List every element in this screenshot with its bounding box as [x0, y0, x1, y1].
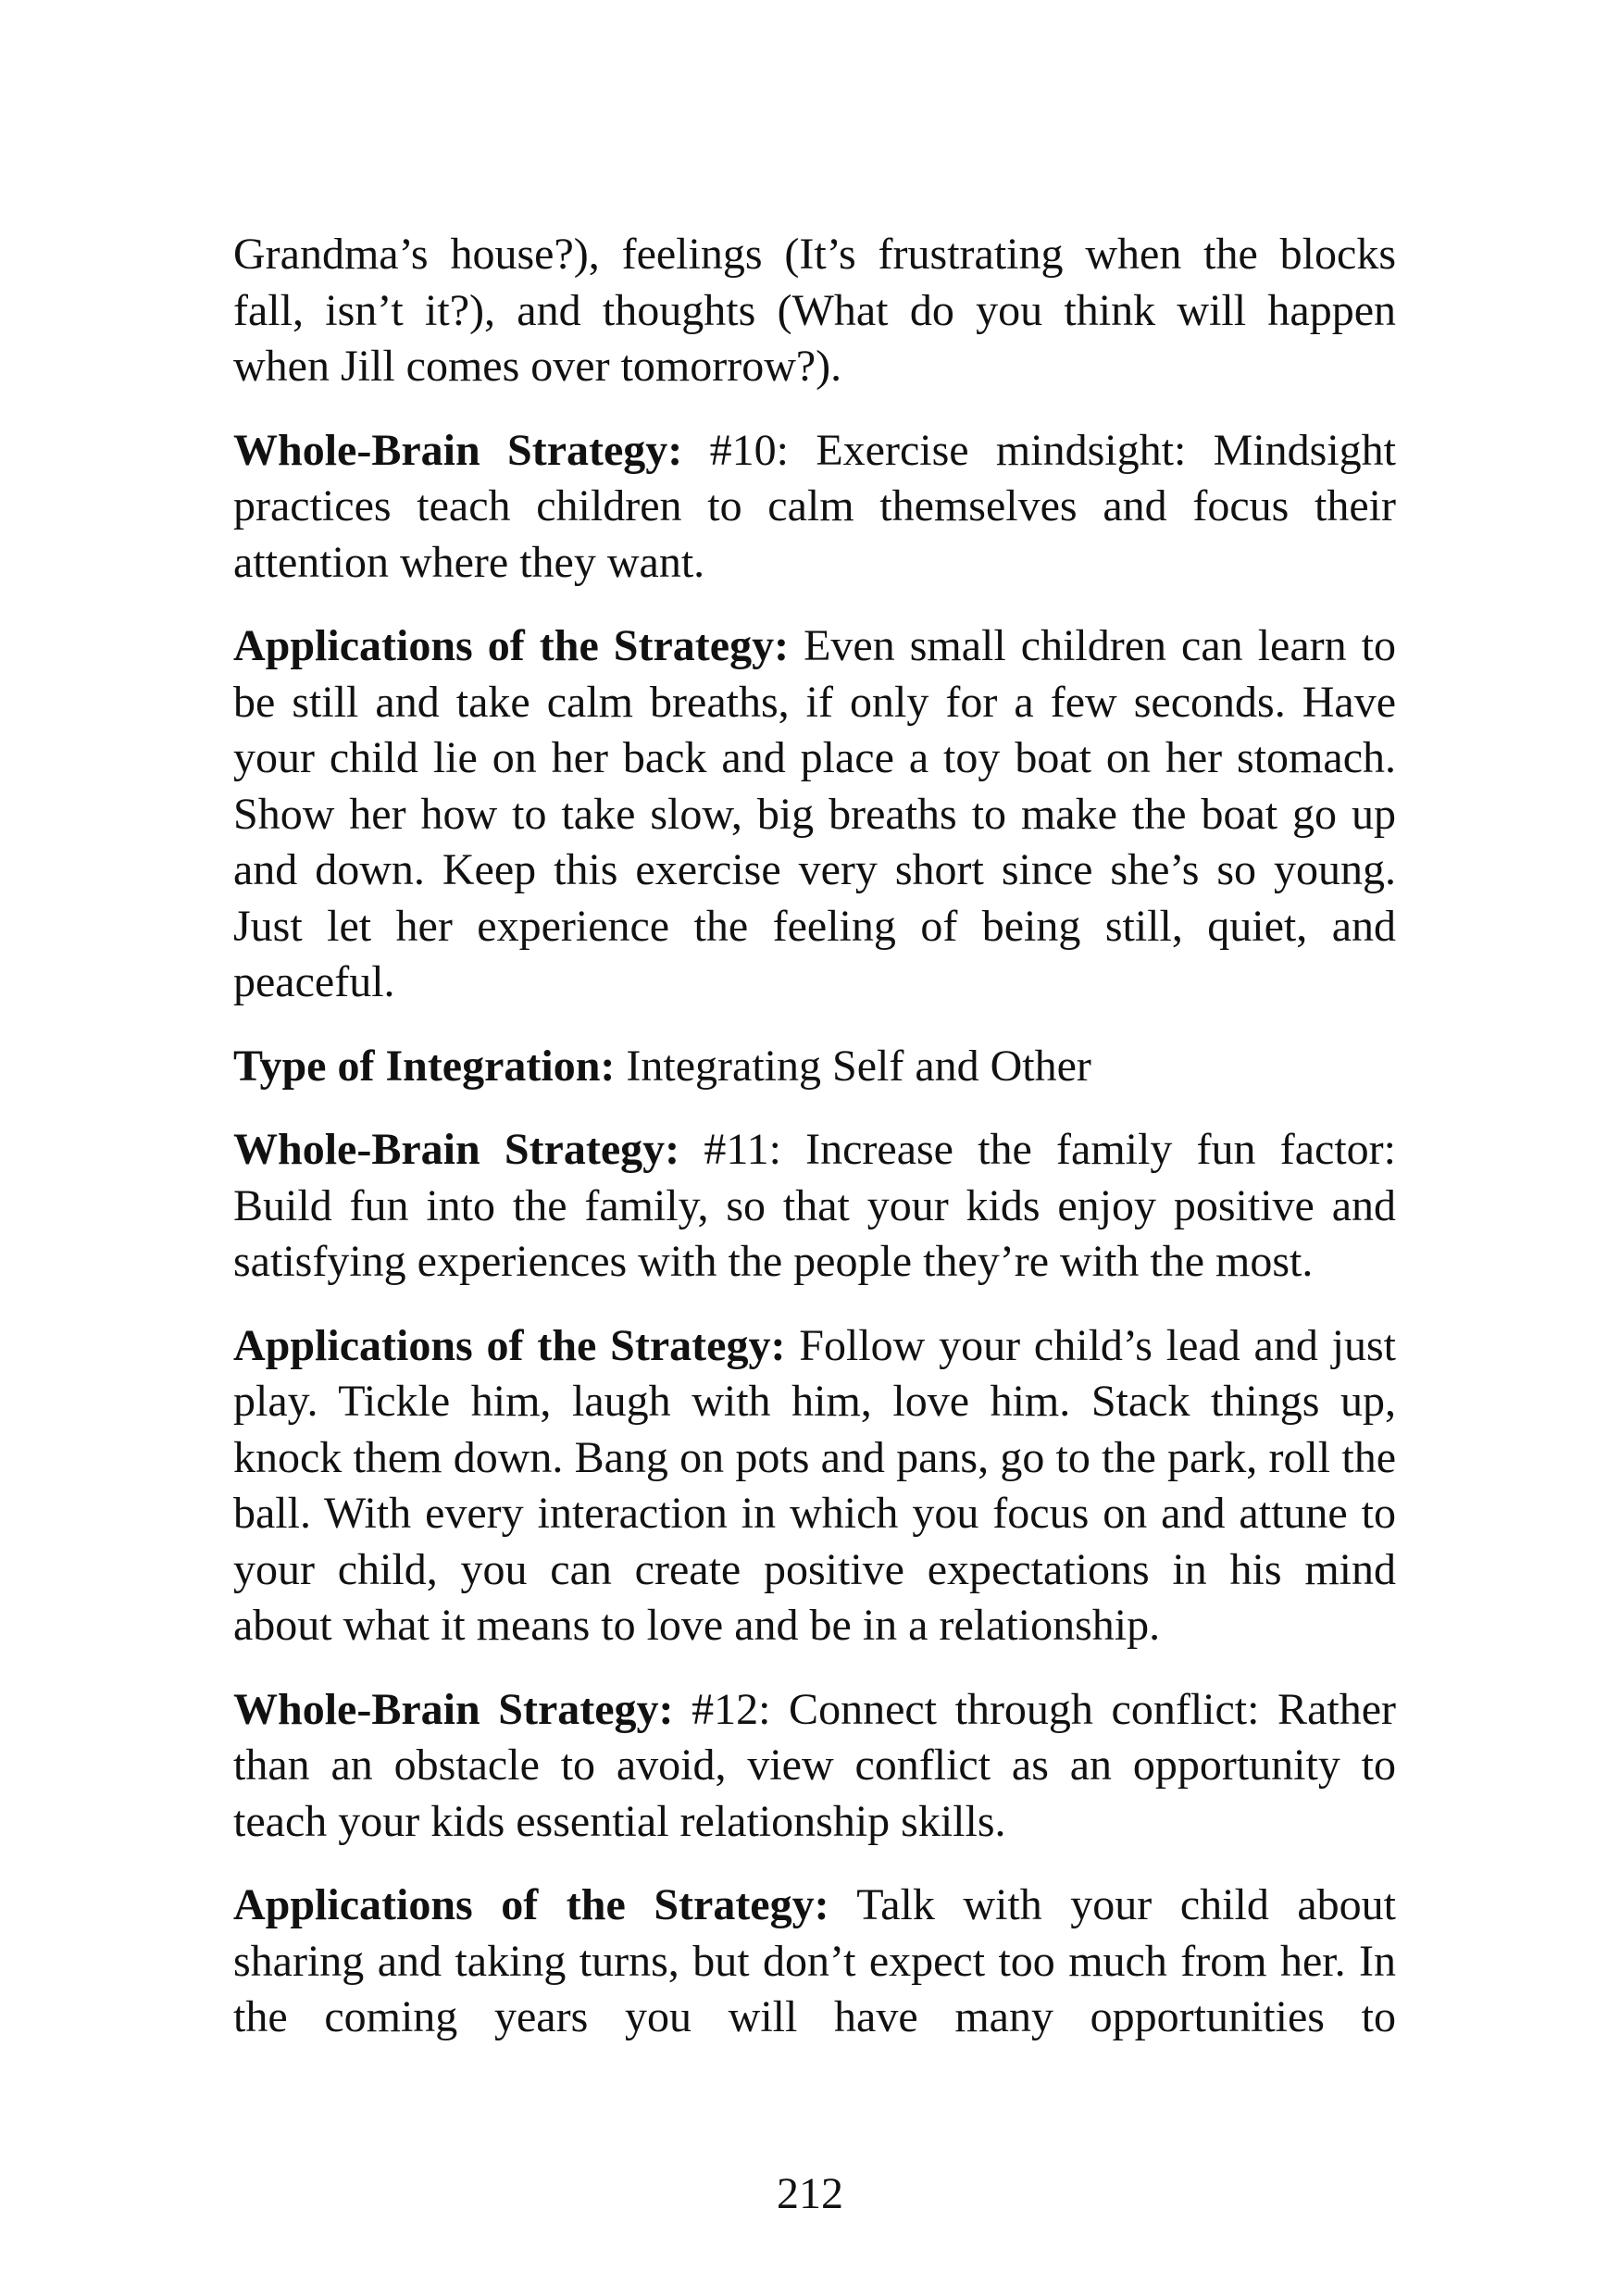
paragraph-application-12: [233, 1878, 1396, 2046]
paragraph-text: Talk with your child about sharing and taking turns, but don’t expect too much from her. In the coming years you will have many opportunities to: [233, 1880, 1396, 2041]
paragraph-strategy-10: [233, 423, 1396, 592]
paragraph-text: Grandma’s house?), feelings (It’s frustrating when the blocks fall, isn’t it?), and thoughts (What do you think will happen when Jill comes over tomorrow?).: [233, 230, 1396, 391]
paragraph-text: Even small children can learn to be still and take calm breaths, if only for a few seconds. Have your child lie on her back and place a toy boat on her stomach. Show her how to take slow, big breaths to make the boat go up and down. Keep this exercise very short since she’s so young. Just let her experience the feeling of being still, quiet, and peaceful.: [233, 621, 1396, 1006]
paragraph-label: Whole-Brain Strategy:: [233, 425, 683, 475]
paragraph-label: Whole-Brain Strategy:: [233, 1684, 674, 1734]
paragraph-label: Applications of the Strategy:: [233, 1880, 829, 1929]
paragraph-label: Applications of the Strategy:: [233, 621, 790, 670]
paragraph-text: Integrating Self and Other: [615, 1041, 1091, 1091]
paragraph-continued: [233, 227, 1396, 395]
paragraph-integration-type: [233, 1039, 1396, 1095]
page-number: 212: [777, 2169, 843, 2218]
body-text: [233, 227, 1396, 2074]
paragraph-text: #11: Increase the family fun factor: Build fun into the family, so that your kids enjoy positive and satisfying experiences with the people they’re with the most.: [233, 1125, 1396, 1286]
paragraph-application-11: [233, 1318, 1396, 1654]
paragraph-label: Whole-Brain Strategy:: [233, 1125, 680, 1174]
paragraph-label: Applications of the Strategy:: [233, 1320, 786, 1370]
paragraph-text: #10: Exercise mindsight: Mindsight practices teach children to calm themselves and focus their attention where they want.: [233, 425, 1397, 587]
paragraph-strategy-11: [233, 1122, 1396, 1291]
paragraph-text: #12: Connect through conflict: Rather than an obstacle to avoid, view conflict as an opportunity to teach your kids essential relationship skills.: [233, 1684, 1396, 1846]
paragraph-label: Type of Integration:: [233, 1041, 616, 1091]
paragraph-text: Follow your child’s lead and just play. Tickle him, laugh with him, love him. Stack things up, knock them down. Bang on pots and pans, go to the park, roll the ball. With every interaction in which you focus on and attune to your child, you can create positive expectations in his mind about what it means to love and be in a relationship.: [233, 1320, 1397, 1650]
paragraph-strategy-12: [233, 1682, 1396, 1851]
paragraph-application-10: [233, 618, 1396, 1011]
